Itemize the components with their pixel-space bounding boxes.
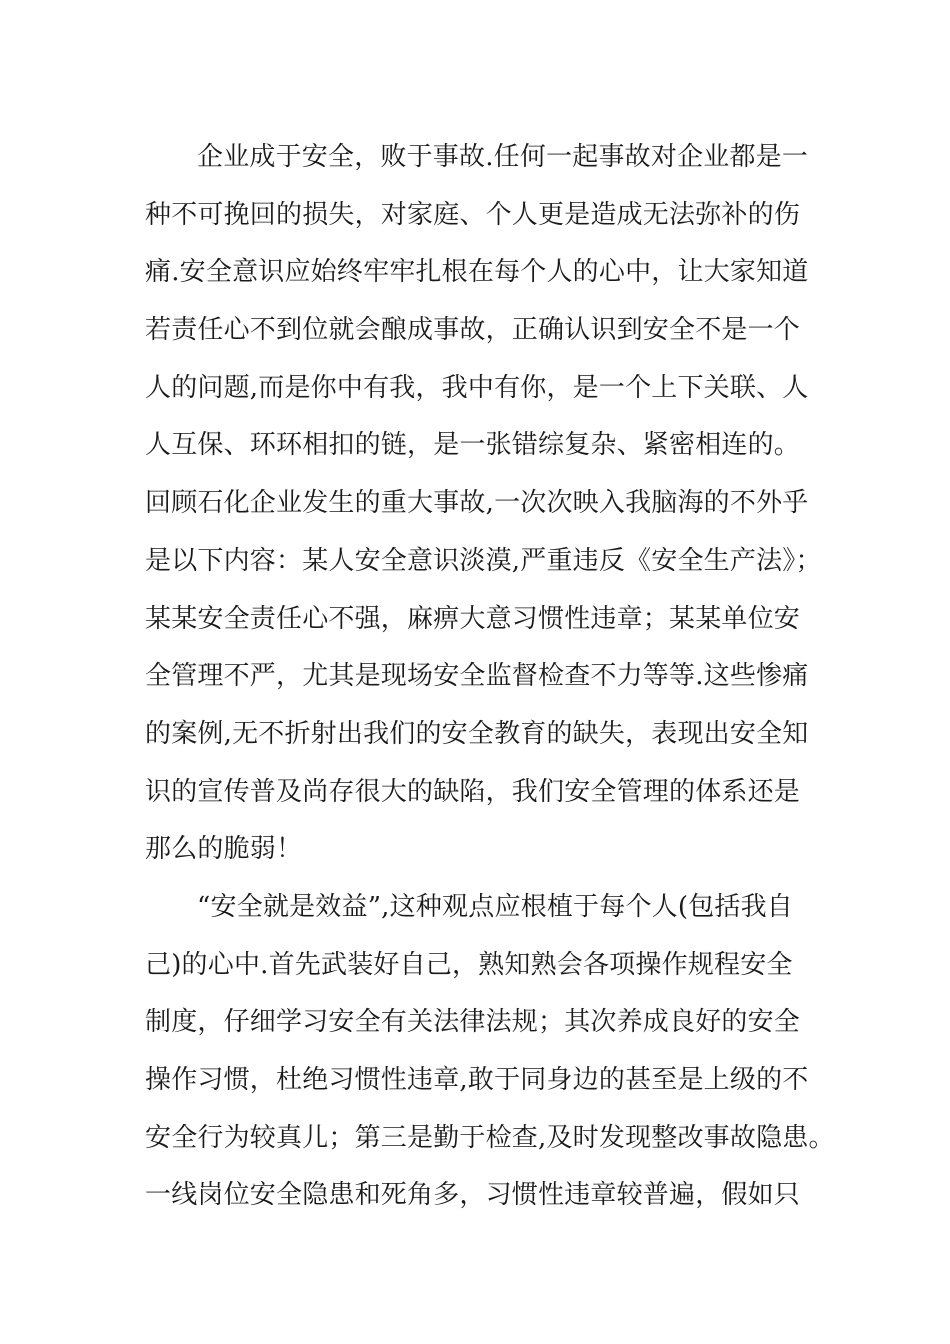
paragraph-line: 全管理不严，尤其是现场安全监督检查不力等等.这些惨痛 [145,661,809,692]
paragraph-line: “安全就是效益”,这种观点应根植于每个人(包括我自 [197,891,793,922]
paragraph-line: 那么的脆弱！ [145,834,303,865]
paragraph-line: 人的问题,而是你中有我，我中有你，是一个上下关联、人 [145,372,809,403]
paragraph-line: 安全行为较真儿；第三是勤于检查,及时发现整改事故隐患。 [145,1122,835,1153]
paragraph-line: 是以下内容：某人安全意识淡漠,严重违反《安全生产法》； [145,545,822,576]
paragraph-line: 制度，仔细学习安全有关法律法规；其次养成良好的安全 [145,1007,801,1038]
paragraph-line: 痛.安全意识应始终牢牢扎根在每个人的心中，让大家知道 [145,257,809,288]
paragraph-line: 操作习惯，杜绝习惯性违章,敢于同身边的甚至是上级的不 [145,1065,809,1095]
paragraph-line: 若责任心不到位就会酿成事故，正确认识到安全不是一个 [145,315,801,346]
paragraph-1 [145,129,825,879]
paragraph-line: 回顾石化企业发生的重大事故,一次次映入我脑海的不外乎 [145,488,809,519]
paragraph-line: 的案例,无不折射出我们的安全教育的缺失，表现出安全知 [145,718,809,749]
paragraph-2 [145,879,835,1225]
paragraph-line: 企业成于安全，败于事故.任何一起事故对企业都是一 [197,142,809,172]
paragraph-line: 一线岗位安全隐患和死角多，习惯性违章较普遍，假如只 [145,1180,801,1211]
body-text [145,129,835,1225]
paragraph-line: 人互保、环环相扣的链，是一张错综复杂、紧密相连的。 [145,430,801,461]
paragraph-line: 某某安全责任心不强，麻痹大意习惯性违章；某某单位安 [145,603,801,634]
paragraph-line: 己)的心中.首先武装好自己，熟知熟会各项操作规程安全 [145,949,793,980]
paragraph-line: 识的宣传普及尚存很大的缺陷，我们安全管理的体系还是 [145,776,801,807]
paragraph-line: 种不可挽回的损失，对家庭、个人更是造成无法弥补的伤 [145,199,801,230]
